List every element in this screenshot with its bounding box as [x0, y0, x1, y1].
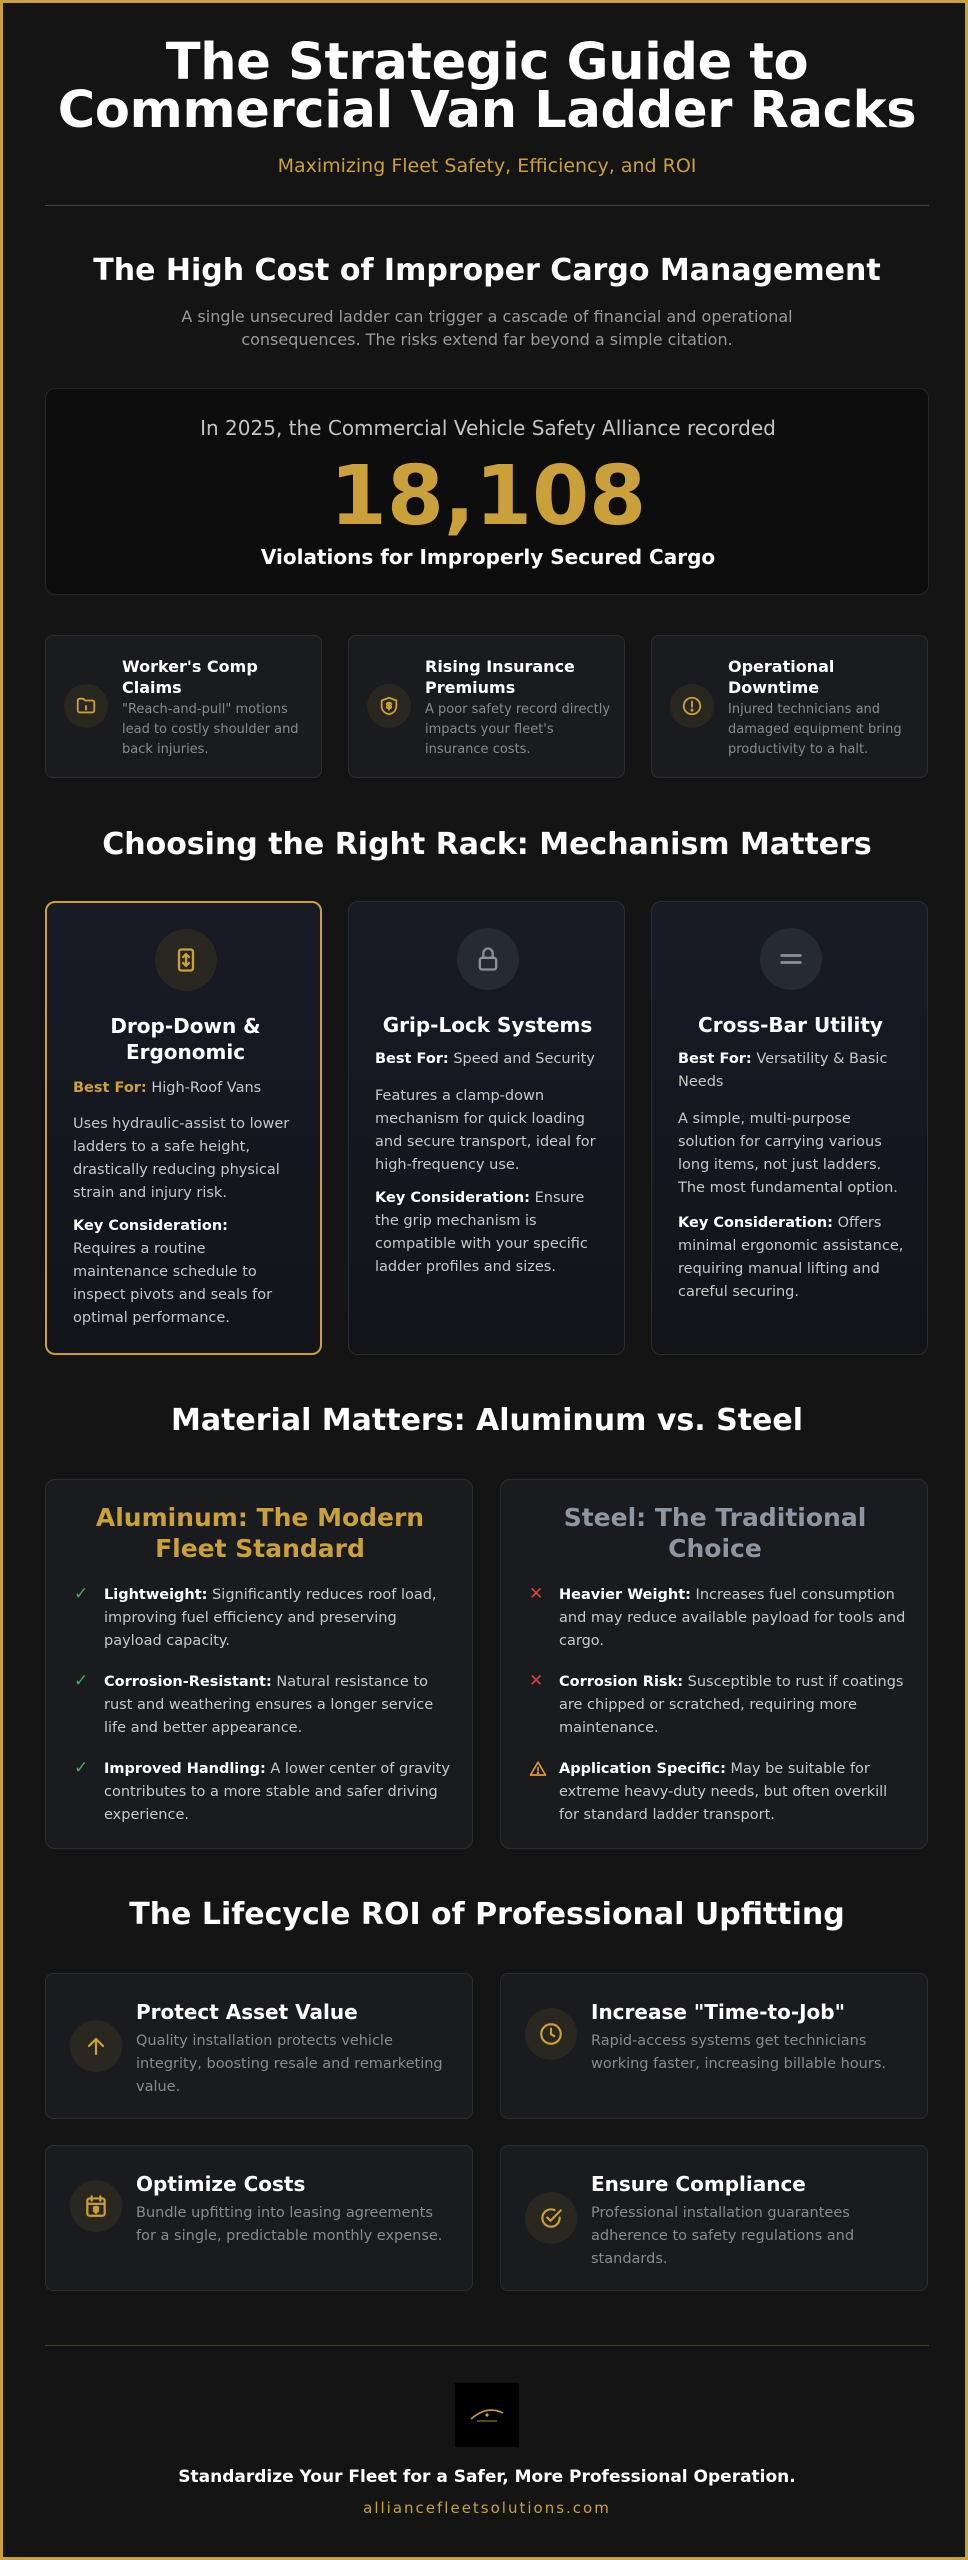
section-title-cost: The High Cost of Improper Cargo Management — [93, 253, 881, 288]
shield-dollar-icon — [367, 684, 411, 728]
x-icon: ✕ — [529, 1584, 544, 1604]
folder-icon — [64, 684, 108, 728]
page-subtitle: Maximizing Fleet Safety, Efficiency, and ROI — [277, 155, 697, 177]
drop-down-icon — [155, 929, 217, 991]
roi-text: Quality installation protects vehicle integrity, boosting resale and remarketing value. — [136, 2033, 443, 2095]
section-title-roi: The Lifecycle ROI of Professional Upfitting — [129, 1897, 845, 1932]
risk-text: Injured technicians and damaged equipment bring productivity to a halt. — [728, 702, 902, 757]
material-card-aluminum: Aluminum: The Modern Fleet Standard ✓ Lightweight: Significantly reduces roof load, improving fuel efficiency and preserving payload capacity. ✓ Corrosion-Resistant: Natural resistance to rust and weathering ensures a longer service life and better appearance. ✓ Improved Handling: A lower center of gravity contributes to a more stable and safer driving experience. — [45, 1479, 473, 1849]
mechanism-description: Uses hydraulic-assist to lower ladders to a safe height, drastically reducing physical strain and injury risk. — [73, 1116, 290, 1201]
divider — [45, 2345, 929, 2346]
roi-text: Bundle upfitting into leasing agreements for a single, predictable monthly expense. — [136, 2205, 443, 2244]
check-icon: ✓ — [74, 1584, 89, 1604]
page-title: The Strategic Guide to Commercial Van Ladder Racks — [57, 33, 917, 140]
mechanism-card-cross-bar — [651, 901, 928, 1355]
risk-card-downtime — [651, 635, 928, 778]
material-card-steel: Steel: The Traditional Choice ✕ Heavier Weight: Increases fuel consumption and may reduce available payload for tools and cargo. ✕ Corrosion Risk: Susceptible to rust if coatings are chipped or scratched, requiring more maintenance. Application Specific: May be suitable for extreme heavy-duty needs, but often overkill for standard ladder transport. — [500, 1479, 928, 1849]
x-icon: ✕ — [529, 1671, 544, 1691]
roi-card-asset-value — [45, 1973, 473, 2119]
risk-card-insurance — [348, 635, 625, 778]
risk-card-workers-comp — [45, 635, 322, 778]
divider — [45, 205, 929, 206]
section-title-material: Material Matters: Aluminum vs. Steel — [170, 1403, 804, 1438]
arrow-up-icon — [70, 2020, 122, 2072]
mechanism-description: Features a clamp-down mechanism for quick loading and secure transport, ideal for high-frequency use. — [375, 1088, 596, 1173]
roi-text: Professional installation guarantees adherence to safety regulations and standards. — [591, 2205, 855, 2267]
roi-card-compliance — [500, 2145, 928, 2291]
risk-text: "Reach-and-pull" motions lead to costly shoulder and back injuries. — [122, 702, 299, 757]
lock-icon — [457, 928, 519, 990]
risk-text: A poor safety record directly impacts your fleet's insurance costs. — [425, 702, 611, 757]
material-title: Steel: The Traditional Choice — [563, 1503, 867, 1563]
check-circle-icon — [525, 2192, 577, 2244]
roi-title: Ensure Compliance — [591, 2172, 806, 2196]
roi-card-optimize-costs — [45, 2145, 473, 2291]
check-icon: ✓ — [74, 1758, 89, 1778]
stat-number: 18,108 — [329, 449, 647, 544]
mechanism-key-consideration: Key Consideration: Offers minimal ergonomic assistance, requiring manual lifting and careful securing. — [678, 1215, 904, 1300]
risk-title: Rising Insurance Premiums — [425, 657, 575, 697]
calendar-dollar-icon — [70, 2180, 122, 2232]
roi-text: Rapid-access systems get technicians working faster, increasing billable hours. — [591, 2033, 886, 2072]
check-icon: ✓ — [74, 1671, 89, 1691]
footer-url[interactable]: alliancefleetsolutions.com — [363, 2499, 611, 2517]
mechanism-description: A simple, multi-purpose solution for carrying various long items, not just ladders. The most fundamental option. — [678, 1111, 898, 1196]
mechanism-key-consideration: Key Consideration: Ensure the grip mechanism is compatible with your specific ladder profiles and sizes. — [375, 1190, 588, 1275]
mechanism-best-for: Best For: High-Roof Vans — [73, 1080, 262, 1096]
company-logo — [455, 2383, 519, 2447]
mechanism-title: Drop-Down & Ergonomic — [110, 1014, 261, 1064]
stat-card — [45, 388, 929, 595]
footer-cta: Standardize Your Fleet for a Safer, More Professional Operation. — [178, 2467, 796, 2487]
alert-circle-icon — [670, 684, 714, 728]
risk-title: Worker's Comp Claims — [122, 657, 258, 697]
clock-icon — [525, 2008, 577, 2060]
risk-title: Operational Downtime — [728, 657, 835, 697]
warning-icon — [529, 1760, 549, 1783]
mechanism-card-drop-down — [45, 901, 322, 1355]
material-title: Aluminum: The Modern Fleet Standard — [95, 1503, 425, 1563]
section-title-mechanism: Choosing the Right Rack: Mechanism Matters — [102, 827, 872, 862]
mechanism-title: Grip-Lock Systems — [382, 1013, 593, 1037]
section-description-cost: A single unsecured ladder can trigger a cascade of financial and operational consequences. The risks extend far beyond a simple citation. — [181, 307, 793, 349]
roi-title: Protect Asset Value — [136, 2000, 358, 2024]
stat-lead: In 2025, the Commercial Vehicle Safety Alliance recorded — [200, 416, 776, 440]
mechanism-card-grip-lock — [348, 901, 625, 1355]
mechanism-title: Cross-Bar Utility — [698, 1013, 883, 1037]
roi-title: Optimize Costs — [136, 2172, 306, 2196]
roi-card-time-to-job — [500, 1973, 928, 2119]
mechanism-best-for: Best For: Versatility & Basic Needs — [678, 1051, 888, 1090]
stat-label: Violations for Improperly Secured Cargo — [260, 545, 716, 569]
roi-title: Increase "Time-to-Job" — [591, 2000, 846, 2024]
mechanism-best-for: Best For: Speed and Security — [375, 1051, 595, 1067]
mechanism-key-consideration: Key Consideration: Requires a routine maintenance schedule to inspect pivots and seals for optimal performance. — [73, 1218, 273, 1326]
cross-bar-icon — [760, 928, 822, 990]
